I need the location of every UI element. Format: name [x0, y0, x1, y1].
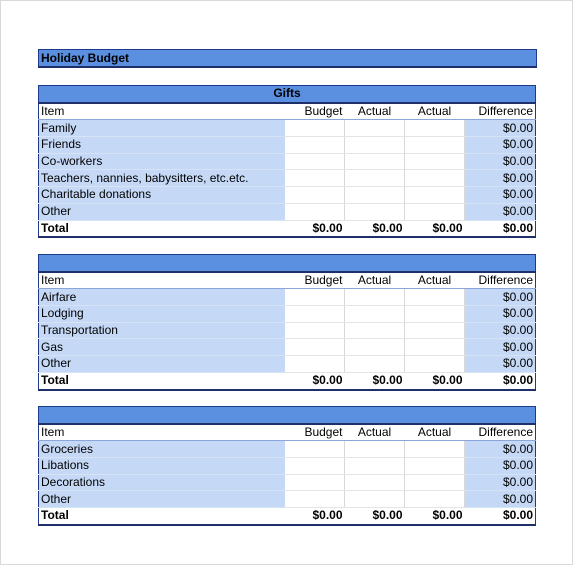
actual-cell[interactable] [405, 289, 465, 306]
column-header-item: Item [39, 424, 285, 441]
budget-cell[interactable] [285, 170, 345, 187]
actual-cell[interactable] [345, 187, 405, 204]
row-item-label: Co-workers [39, 153, 285, 170]
column-header-actual: Actual [345, 272, 405, 289]
row-item-label: Charitable donations [39, 187, 285, 204]
actual-cell[interactable] [345, 306, 405, 323]
total-difference: $0.00 [465, 508, 536, 525]
actual-cell[interactable] [405, 306, 465, 323]
table-row [39, 289, 536, 306]
total-budget: $0.00 [285, 220, 345, 237]
actual-cell[interactable] [345, 458, 405, 475]
total-label: Total [39, 220, 285, 237]
difference-cell: $0.00 [465, 170, 536, 187]
actual-cell[interactable] [345, 441, 405, 458]
total-row [39, 372, 536, 389]
actual-cell[interactable] [345, 203, 405, 220]
column-header-budget: Budget [285, 272, 345, 289]
table-row [39, 120, 536, 137]
budget-cell[interactable] [285, 187, 345, 204]
column-header-difference: Difference [465, 272, 536, 289]
table-row [39, 322, 536, 339]
row-item-label: Gas [39, 339, 285, 356]
row-item-label: Family [39, 120, 285, 137]
difference-cell: $0.00 [465, 203, 536, 220]
table-row [39, 441, 536, 458]
table-row [39, 356, 536, 373]
actual-cell[interactable] [345, 137, 405, 154]
column-header-item: Item [39, 103, 285, 120]
row-item-label: Groceries [39, 441, 285, 458]
actual-cell[interactable] [405, 137, 465, 154]
actual-cell[interactable] [405, 339, 465, 356]
difference-cell: $0.00 [465, 289, 536, 306]
column-header-difference: Difference [465, 103, 536, 120]
table-row [39, 339, 536, 356]
difference-cell: $0.00 [465, 474, 536, 491]
actual-cell[interactable] [405, 474, 465, 491]
total-actual: $0.00 [345, 220, 405, 237]
total-row [39, 220, 536, 237]
column-header-actual: Actual [345, 103, 405, 120]
row-item-label: Libations [39, 458, 285, 475]
column-header-budget: Budget [285, 103, 345, 120]
row-item-label: Friends [39, 137, 285, 154]
budget-cell[interactable] [285, 474, 345, 491]
row-item-label: Decorations [39, 474, 285, 491]
row-item-label: Airfare [39, 289, 285, 306]
actual-cell[interactable] [405, 458, 465, 475]
table-row [39, 137, 536, 154]
total-budget: $0.00 [285, 372, 345, 389]
budget-cell[interactable] [285, 356, 345, 373]
row-item-label: Teachers, nannies, babysitters, etc.etc. [39, 170, 285, 187]
table-row [39, 187, 536, 204]
column-header-actual: Actual [345, 424, 405, 441]
section-heading [39, 407, 536, 424]
row-item-label: Transportation [39, 322, 285, 339]
table-row [39, 170, 536, 187]
budget-cell[interactable] [285, 306, 345, 323]
budget-section-table [38, 85, 536, 238]
difference-cell: $0.00 [465, 137, 536, 154]
total-row [39, 508, 536, 525]
actual-cell[interactable] [345, 474, 405, 491]
budget-cell[interactable] [285, 153, 345, 170]
actual-cell[interactable] [405, 187, 465, 204]
budget-cell[interactable] [285, 137, 345, 154]
difference-cell: $0.00 [465, 306, 536, 323]
column-header-item: Item [39, 272, 285, 289]
difference-cell: $0.00 [465, 458, 536, 475]
actual-cell[interactable] [345, 120, 405, 137]
total-label: Total [39, 508, 285, 525]
actual-cell[interactable] [345, 356, 405, 373]
actual-cell[interactable] [405, 170, 465, 187]
row-item-label: Other [39, 356, 285, 373]
budget-cell[interactable] [285, 339, 345, 356]
column-header-budget: Budget [285, 424, 345, 441]
difference-cell: $0.00 [465, 339, 536, 356]
budget-cell[interactable] [285, 458, 345, 475]
actual-cell[interactable] [405, 153, 465, 170]
actual-cell[interactable] [345, 339, 405, 356]
budget-cell[interactable] [285, 441, 345, 458]
table-row [39, 491, 536, 508]
budget-cell[interactable] [285, 322, 345, 339]
difference-cell: $0.00 [465, 153, 536, 170]
row-item-label: Other [39, 203, 285, 220]
table-row [39, 306, 536, 323]
actual-cell[interactable] [345, 322, 405, 339]
difference-cell: $0.00 [465, 120, 536, 137]
total-actual: $0.00 [345, 508, 405, 525]
difference-cell: $0.00 [465, 441, 536, 458]
difference-cell: $0.00 [465, 491, 536, 508]
total-actual: $0.00 [345, 372, 405, 389]
table-row [39, 474, 536, 491]
table-row [39, 458, 536, 475]
section-heading: Gifts [39, 86, 536, 103]
actual-cell[interactable] [345, 289, 405, 306]
difference-cell: $0.00 [465, 356, 536, 373]
budget-section-table [38, 406, 536, 526]
actual-cell[interactable] [405, 356, 465, 373]
section-heading [39, 255, 536, 272]
actual-cell[interactable] [405, 203, 465, 220]
budget-section-table [38, 254, 536, 391]
column-header-difference: Difference [465, 424, 536, 441]
total-difference: $0.00 [465, 220, 536, 237]
column-header-actual: Actual [405, 103, 465, 120]
total-difference: $0.00 [465, 372, 536, 389]
total-actual: $0.00 [405, 220, 465, 237]
actual-cell[interactable] [345, 170, 405, 187]
sheet-title: Holiday Budget [38, 49, 537, 68]
actual-cell[interactable] [405, 322, 465, 339]
actual-cell[interactable] [405, 441, 465, 458]
actual-cell[interactable] [345, 153, 405, 170]
table-row [39, 153, 536, 170]
actual-cell[interactable] [405, 120, 465, 137]
total-label: Total [39, 372, 285, 389]
budget-cell[interactable] [285, 203, 345, 220]
actual-cell[interactable] [345, 491, 405, 508]
total-actual: $0.00 [405, 508, 465, 525]
budget-cell[interactable] [285, 491, 345, 508]
row-item-label: Lodging [39, 306, 285, 323]
total-budget: $0.00 [285, 508, 345, 525]
row-item-label: Other [39, 491, 285, 508]
table-row [39, 203, 536, 220]
difference-cell: $0.00 [465, 322, 536, 339]
actual-cell[interactable] [405, 491, 465, 508]
budget-cell[interactable] [285, 289, 345, 306]
budget-cell[interactable] [285, 120, 345, 137]
column-header-actual: Actual [405, 424, 465, 441]
total-actual: $0.00 [405, 372, 465, 389]
difference-cell: $0.00 [465, 187, 536, 204]
column-header-actual: Actual [405, 272, 465, 289]
